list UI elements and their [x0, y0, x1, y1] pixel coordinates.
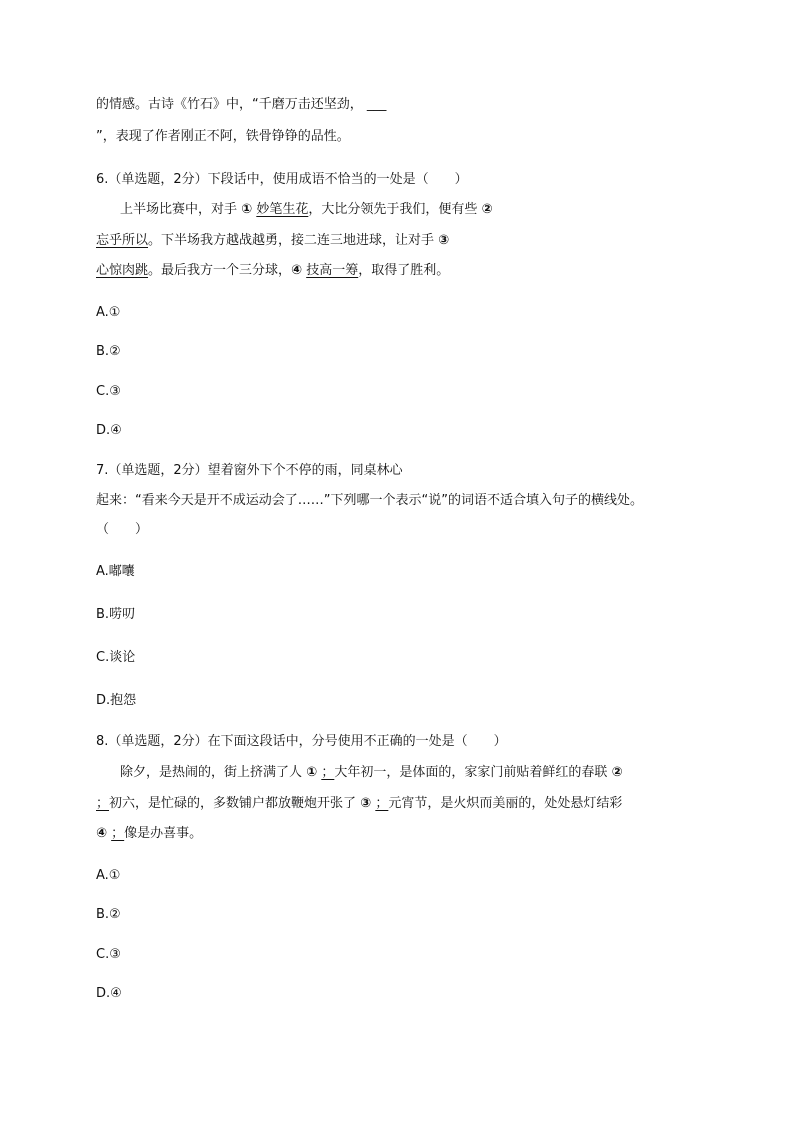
q6-idiom-1: 妙笔生花	[256, 202, 309, 217]
q6-idiom-3: 心惊肉跳	[96, 263, 149, 278]
intro-line-2	[96, 128, 350, 146]
q8-marker-1: ①	[306, 765, 318, 780]
q6-idiom-4: 技高一筹	[306, 263, 359, 278]
q8-option-c[interactable]: C.③	[96, 947, 121, 962]
q7-header: 7.（单选题，2分）望着窗外下个不停的雨，同桌林心	[96, 463, 403, 478]
intro-text-1: 的情感。古诗《竹石》中，“千磨万击还坚劲，	[96, 97, 363, 112]
q8-passage-line-3	[96, 825, 202, 843]
q8-text: 大年初一，是体面的，家家门前贴着鲜红的春联	[334, 765, 608, 780]
q8-option-d[interactable]: D.④	[96, 986, 122, 1001]
q6-option-a[interactable]: A.①	[96, 305, 121, 320]
q7-line-3: （ ）	[96, 522, 149, 537]
q6-text: ，大比分领先于我们，便有些	[308, 202, 478, 217]
q8-text: 除夕，是热闹的，街上挤满了人	[120, 765, 303, 780]
q8-option-a[interactable]: A.①	[96, 868, 121, 883]
q8-semicolon-1: ；	[321, 765, 335, 780]
q6-passage-line-3	[96, 262, 449, 280]
q8-semicolon-4: ；	[111, 826, 125, 841]
q8-marker-3: ③	[360, 796, 372, 811]
q8-marker-2: ②	[611, 765, 623, 780]
q7-option-d[interactable]: D.抱怨	[96, 693, 137, 708]
q7-option-b[interactable]: B.唠叨	[96, 607, 136, 622]
q6-text: 上半场比赛中，对手	[120, 202, 238, 217]
q7-line-2: 起来：“看来今天是开不成运动会了……”下列哪一个表示“说”的词语不适合填入句子的横线处。	[96, 493, 643, 508]
q8-passage-line-2	[96, 795, 622, 813]
q8-text: 初六，是忙碌的，多数铺户都放鞭炮开张了	[109, 796, 357, 811]
q8-header: 8.（单选题，2分）在下面这段话中，分号使用不正确的一处是（ ）	[96, 734, 507, 749]
q6-text: 。下半场我方越战越勇，接二连三地进球，让对手	[148, 233, 435, 248]
intro-blank: ___	[366, 97, 387, 112]
q6-option-b[interactable]: B.②	[96, 344, 121, 359]
q6-marker-4: ④	[291, 263, 303, 278]
q8-text: 像是办喜事。	[124, 826, 203, 841]
q6-marker-2: ②	[481, 202, 493, 217]
intro-line-1	[96, 96, 386, 114]
q7-option-c[interactable]: C.谈论	[96, 650, 136, 665]
q8-marker-4: ④	[96, 826, 108, 841]
q6-option-d[interactable]: D.④	[96, 423, 122, 438]
q6-passage-line-2	[96, 232, 449, 250]
intro-text-2: ”，表现了作者刚正不阿，铁骨铮铮的品性。	[96, 129, 350, 144]
q6-text: 。最后我方一个三分球，	[148, 263, 292, 278]
q8-option-b[interactable]: B.②	[96, 907, 121, 922]
q6-marker-3: ③	[438, 233, 450, 248]
q6-idiom-2: 忘乎所以	[96, 233, 149, 248]
q8-semicolon-3: ；	[375, 796, 389, 811]
q6-marker-1: ①	[241, 202, 253, 217]
q8-text: 元宵节，是火炽而美丽的，处处悬灯结彩	[388, 796, 623, 811]
q7-option-a[interactable]: A.嘟囔	[96, 564, 135, 579]
q8-semicolon-2: ；	[96, 796, 110, 811]
q6-text: ，取得了胜利。	[358, 263, 450, 278]
q8-passage-line-1	[120, 764, 623, 782]
q6-passage-line-1	[120, 201, 493, 219]
q6-option-c[interactable]: C.③	[96, 384, 121, 399]
q6-header: 6.（单选题，2分）下段话中，使用成语不恰当的一处是（ ）	[96, 172, 468, 187]
